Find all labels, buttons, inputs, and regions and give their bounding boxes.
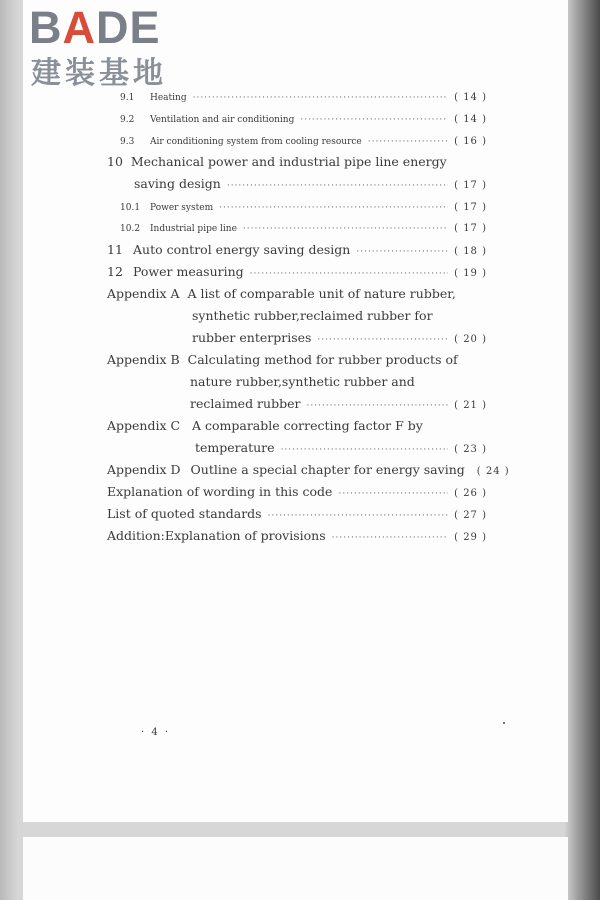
logo-accent-letter: A [62, 2, 96, 53]
toc-entry-appendix-a-line1[interactable]: Appendix A A list of comparable unit of nature rubber, [107, 286, 456, 301]
toc-entry-appendix-b-line1[interactable]: Appendix B Calculating method for rubber products of [107, 352, 458, 367]
toc-entry-10-2[interactable]: 10.2 Industrial pipe line ····· ( 17 ) [120, 223, 487, 234]
document-page [23, 0, 568, 822]
toc-entry-9-2[interactable]: 9.2 Ventilation and air conditioning ····· ( 14 ) [120, 114, 487, 125]
toc-entry-10-line2[interactable]: saving design ····· ( 17 ) [134, 176, 487, 191]
toc-entry-appendix-a-line3[interactable]: rubber enterprises ····· ( 20 ) [192, 330, 487, 345]
toc-entry-12[interactable]: 12 Power measuring ····· ( 19 ) [107, 264, 487, 279]
toc-entry-10-1[interactable]: 10.1 Power system ····· ( 17 ) [120, 202, 487, 213]
toc-entry-11[interactable]: 11 Auto control energy saving design ····· ( 18 ) [107, 242, 487, 257]
toc-entry-quoted-standards[interactable]: List of quoted standards ····· ( 27 ) [107, 506, 487, 521]
logo-chinese-text: 建装基地 [31, 56, 167, 91]
toc-entry-appendix-c-line1[interactable]: Appendix C A comparable correcting factor F by [107, 418, 423, 433]
logo-wordmark: BADE [29, 2, 161, 53]
toc-entry-9-3[interactable]: 9.3 Air conditioning system from cooling resource ····· ( 16 ) [120, 136, 487, 147]
toc-entry-explanation-of-wording[interactable]: Explanation of wording in this code ····· ( 26 ) [107, 484, 487, 499]
scan-speck [503, 722, 505, 724]
toc-entry-addition-explanation[interactable]: Addition:Explanation of provisions ····· ( 29 ) [107, 528, 487, 543]
toc-entry-appendix-b-line3[interactable]: reclaimed rubber ····· ( 21 ) [190, 396, 487, 411]
next-page-edge [23, 837, 568, 900]
toc-entry-appendix-d[interactable]: Appendix D Outline a special chapter for energy saving ( 24 ) [107, 462, 510, 477]
page-number: · 4 · [141, 727, 171, 738]
toc-entry-appendix-a-line2: synthetic rubber,reclaimed rubber for [192, 308, 433, 323]
toc-entry-appendix-c-line2[interactable]: temperature ····· ( 23 ) [195, 440, 487, 455]
toc-entry-appendix-b-line2: nature rubber,synthetic rubber and [190, 374, 415, 389]
toc-entry-9-1[interactable]: 9.1 Heating ····· ( 14 ) [120, 92, 487, 103]
bade-logo [29, 4, 199, 92]
toc-entry-10-line1[interactable]: 10 Mechanical power and industrial pipe line energy [107, 154, 447, 169]
